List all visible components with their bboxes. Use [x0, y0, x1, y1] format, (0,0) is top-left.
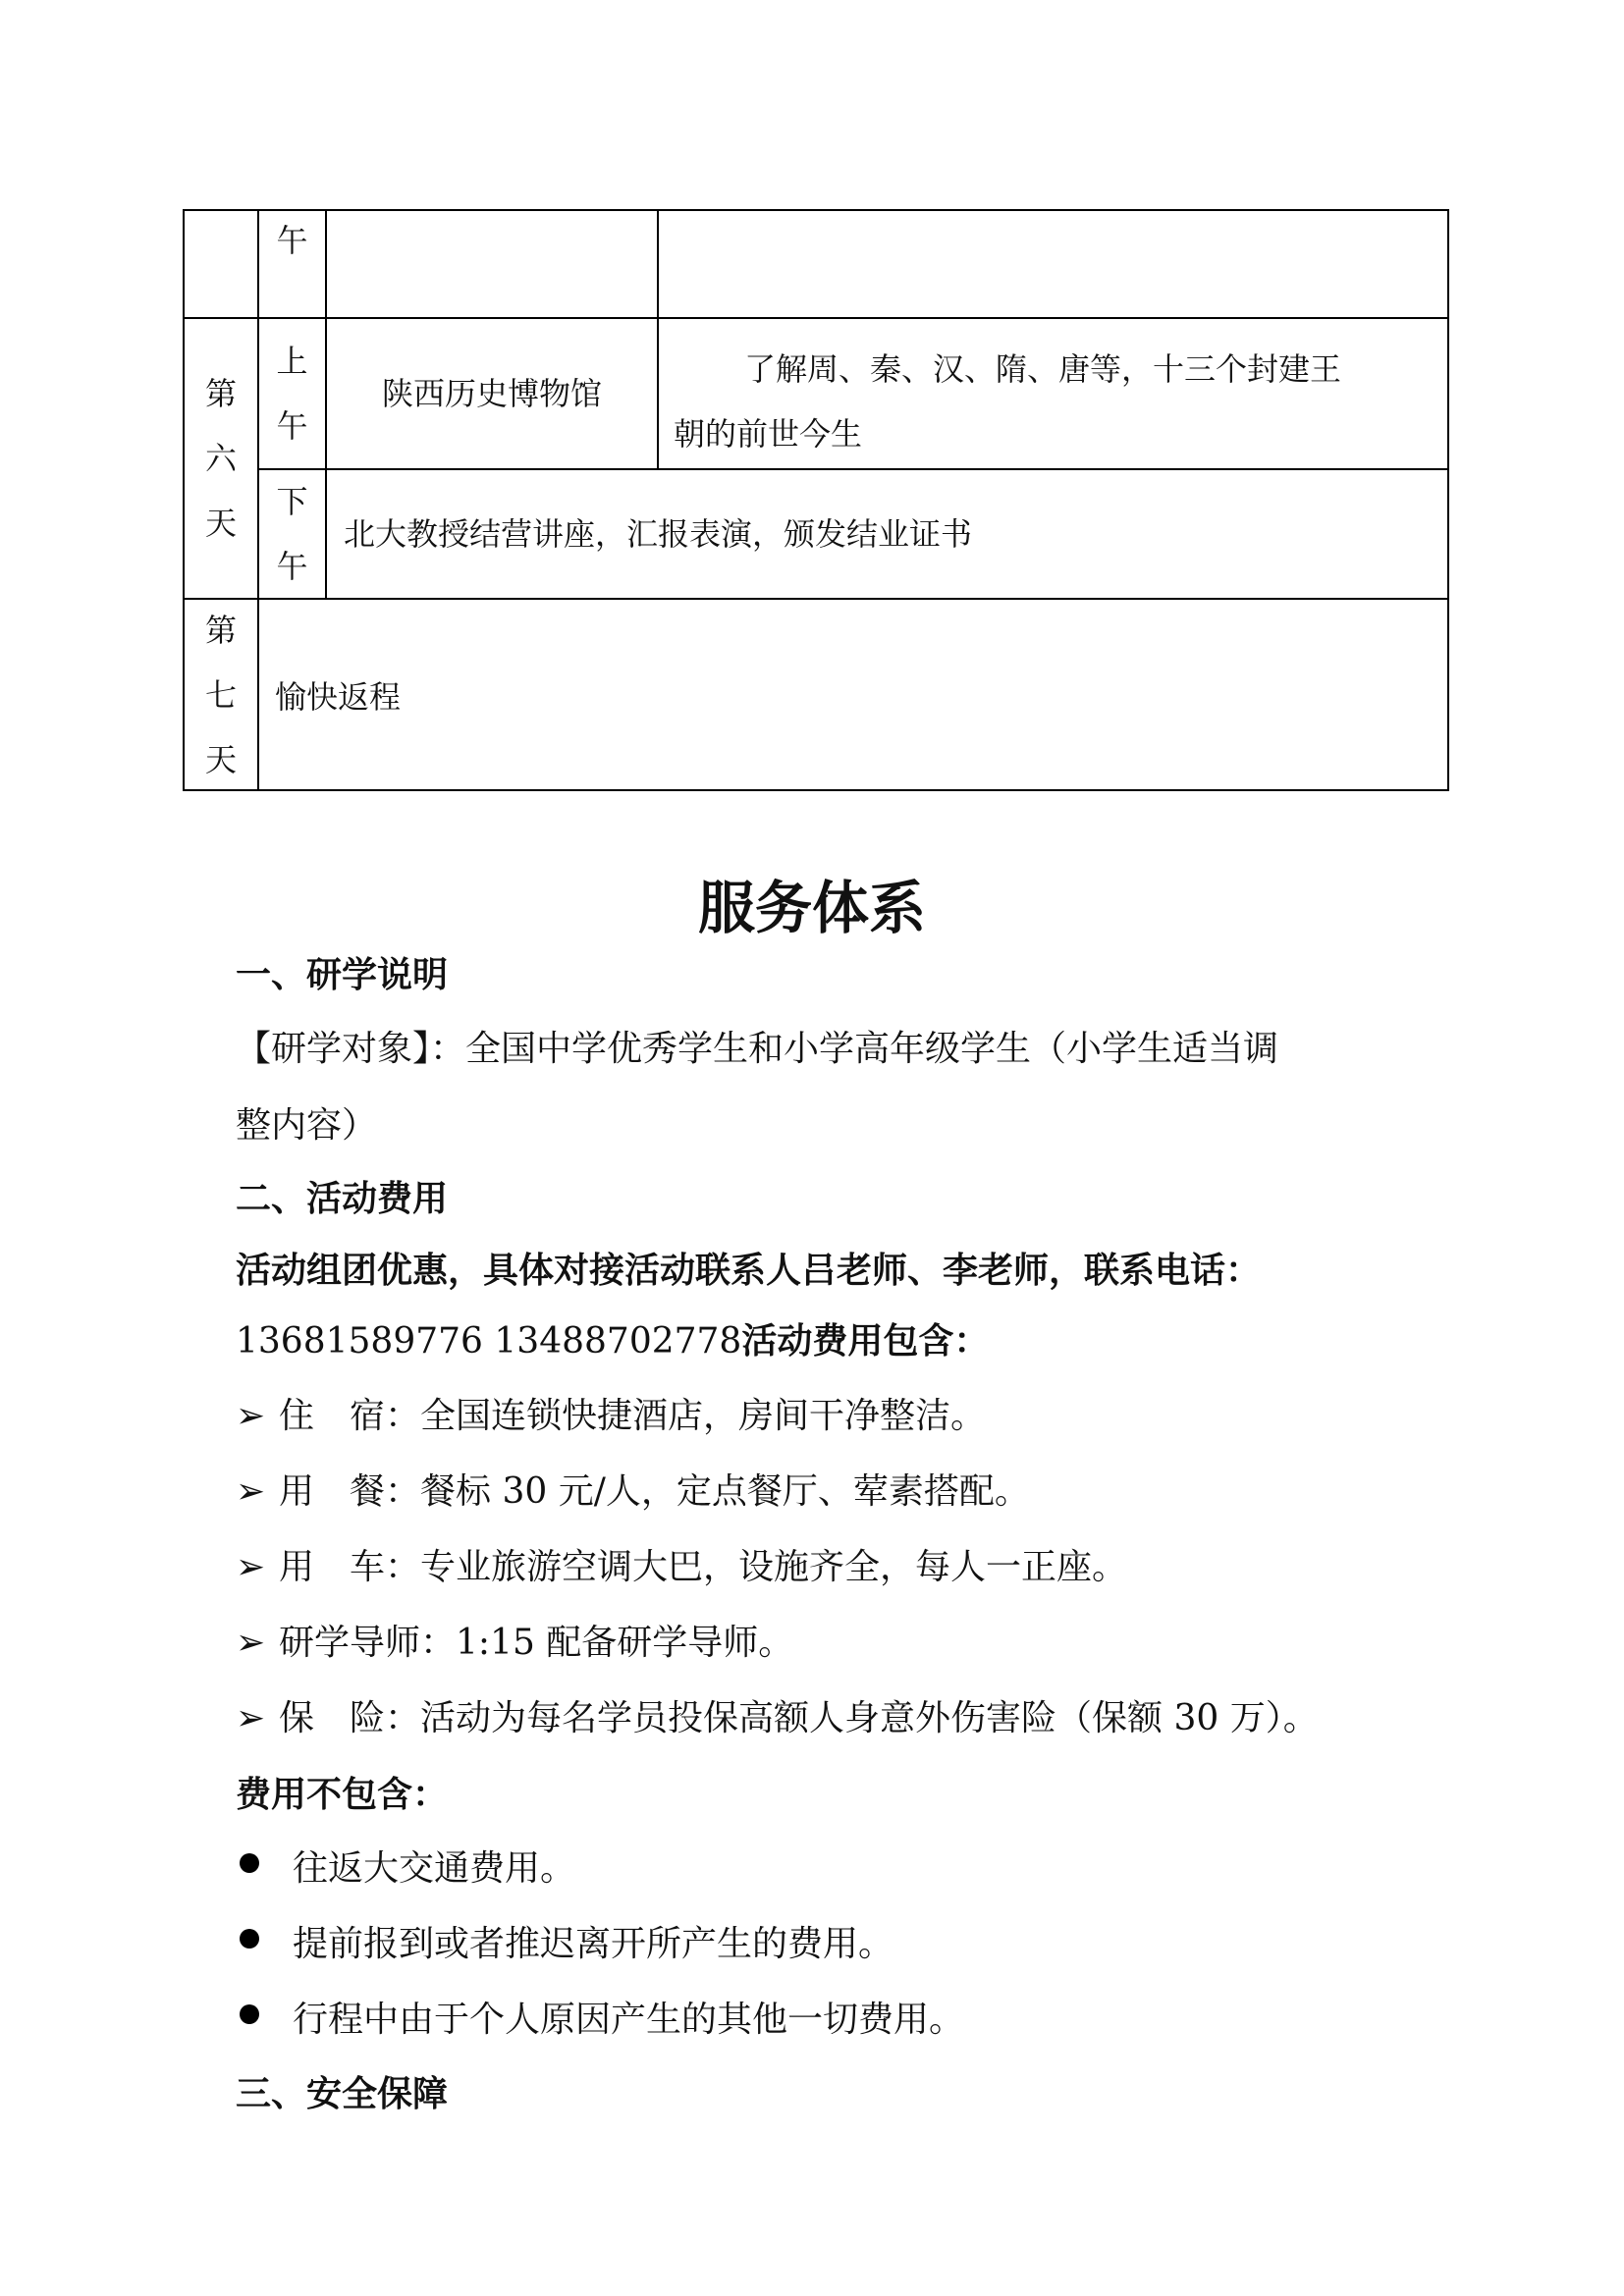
table-border-bottom: [183, 789, 1449, 791]
contact-line: 活动组团优惠，具体对接活动联系人吕老师、李老师，联系电话：: [236, 1251, 1262, 1291]
table-border-top: [183, 209, 1449, 211]
includes-heading: 活动费用包含：: [741, 1321, 990, 1362]
activity-desc: 愉快返程: [275, 678, 402, 716]
table-rule: [657, 209, 659, 470]
section-heading: 三、安全保障: [236, 2074, 449, 2114]
table-rule: [257, 468, 1449, 470]
filled-circle-icon: [240, 2004, 259, 2024]
list-item: 往返大交通费用。: [293, 1848, 576, 1889]
day-label-7: 第 七 天: [204, 611, 237, 778]
list-item: ➢ 保 险：活动为每名学员投保高额人身意外伤害险（保额 30 万）。: [236, 1698, 1319, 1738]
list-item: 提前报到或者推迟离开所产生的费用。: [293, 1924, 894, 1964]
list-item: ➢ 用 餐：餐标 30 元/人，定点餐厅、荤素搭配。: [236, 1471, 1030, 1512]
schedule-table: [183, 209, 1449, 791]
period-label-am: 上 午: [276, 343, 308, 445]
period-label: 午: [276, 222, 308, 259]
activity-desc: 北大教授结营讲座，汇报表演，颁发结业证书: [344, 515, 973, 553]
arrowhead-icon: ➢: [236, 1623, 266, 1663]
activity-desc: 了解周、秦、汉、隋、唐等，十三个封建王 朝的前世今生: [674, 350, 1342, 453]
filled-circle-icon: [240, 1929, 259, 1949]
list-item: 行程中由于个人原因产生的其他一切费用。: [293, 2000, 965, 2040]
list-item: ➢ 住 宿：全国连锁快捷酒店，房间干净整洁。: [236, 1396, 987, 1436]
paragraph: 【研学对象】：全国中学优秀学生和小学高年级学生（小学生适当调: [236, 1029, 1279, 1069]
excludes-heading: 费用不包含：: [236, 1775, 449, 1815]
filled-circle-icon: [240, 1853, 259, 1873]
table-rule: [183, 598, 1449, 600]
day-label-6: 第 六 天: [204, 375, 237, 542]
place-cell: 陕西历史博物馆: [381, 375, 602, 412]
arrowhead-icon: ➢: [236, 1396, 266, 1436]
section-heading: 二、活动费用: [236, 1179, 449, 1219]
table-border-right: [1447, 209, 1449, 791]
arrowhead-icon: ➢: [236, 1547, 266, 1587]
page-title: 服务体系: [697, 875, 926, 941]
period-label-pm: 下 午: [276, 483, 308, 585]
phone-numbers: 13681589776 13488702778: [236, 1321, 742, 1362]
section-heading: 一、研学说明: [236, 955, 449, 995]
contact-phones: [236, 1313, 989, 1363]
arrowhead-icon: ➢: [236, 1471, 266, 1512]
list-item: ➢ 研学导师：1:15 配备研学导师。: [236, 1623, 794, 1663]
arrowhead-icon: ➢: [236, 1698, 266, 1738]
list-item: ➢ 用 车：专业旅游空调大巴，设施齐全，每人一正座。: [236, 1547, 1128, 1587]
paragraph: 整内容）: [236, 1105, 378, 1146]
